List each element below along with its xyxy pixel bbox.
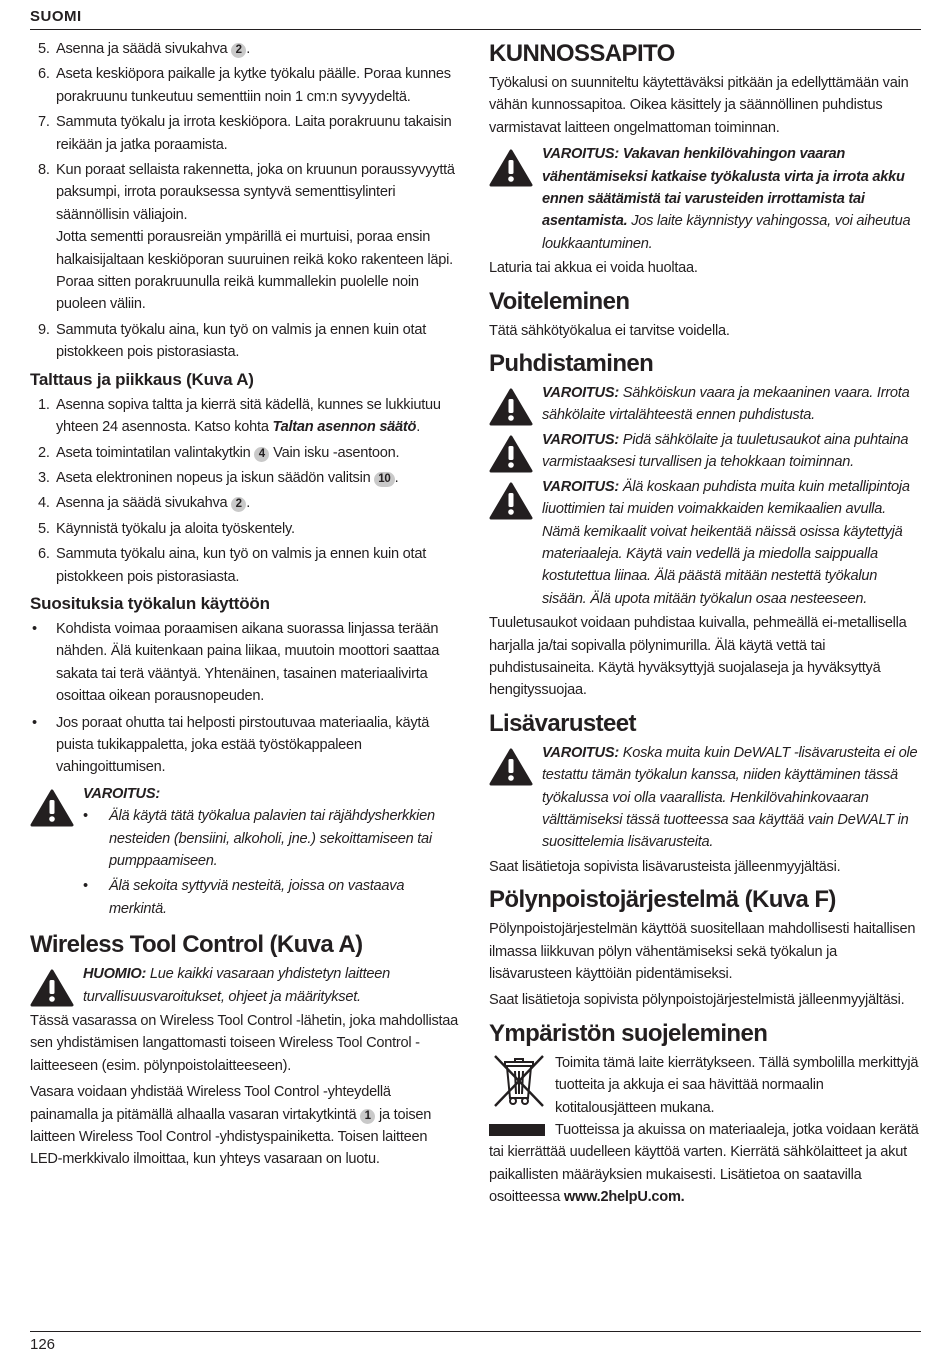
callout-badge: 2 <box>231 43 246 58</box>
core-drilling-steps <box>30 38 462 364</box>
list-item: 1. Asenna sopiva taltta ja kierrä sitä kädellä, kunnes se lukkiutuu yhteen 24 asennosta. Katso kohta Taltan asennon säätö. <box>38 396 441 436</box>
callout-badge: 1 <box>360 1109 375 1124</box>
list-item: 9. Sammuta työkalu aina, kun työ on valmis ja ennen kuin otat pistokkeen pois pistorasiasta. <box>38 321 427 361</box>
callout-badge: 4 <box>254 447 269 462</box>
dust-paragraph: Saat lisätietoja sopivista pölynpoistojärjestelmistä jälleenmyyjältäsi. <box>489 992 905 1009</box>
maintenance-note: Laturia tai akkua ei voida huoltaa. <box>489 260 698 277</box>
lubrication-paragraph: Tätä sähkötyökalua ei tarvitse voidella. <box>489 322 730 339</box>
warning-triangle-icon <box>489 476 542 520</box>
maintenance-paragraph: Työkalusi on suunniteltu käytettäväksi pitkään ja edellyttämään vain vähän kunnossapitoa. Oikea käsittely ja säännöllinen puhdistus varmistavat laitteen ongelmattoman toiminnan. <box>489 75 909 136</box>
accessories-warning: VAROITUS: Koska muita kuin DeWALT -lisävarusteita ei ole testattu tämän työkalun kanssa, niiden käyttäminen tässä työkalussa voi olla vaarallista. Henkilövahinkovaaran välttämiseksi tässä tuotteessa saa käyttää vain DeWALT in suosittelemia lisävarusteita. <box>489 742 921 854</box>
warning-triangle-icon <box>489 382 542 426</box>
environment-heading: Ympäristön suojeleminen <box>489 1019 768 1047</box>
maintenance-heading: KUNNOSSAPITO <box>489 40 675 67</box>
cleaning-paragraph: Tuuletusaukot voidaan puhdistaa kuivalla, pehmeällä ei-metallisella harjalla ja/tai sopivalla pölynimurilla. Älä käytä vettä tai puhdistusaineita. Käytä hyväksyttyjä suojalaseja ja hyväksyttyä hengityssuojaa. <box>489 615 907 699</box>
chisel-heading: Talttaus ja piikkaus (Kuva A) <box>30 369 254 389</box>
wtc-paragraph: Tässä vasarassa on Wireless Tool Control -lähetin, joka mahdollistaa sen yhdistämisen langattomasti toiseen Wireless Tool Control -laitteeseen (esim. pölynpoistolaitteeseen). <box>30 1013 459 1074</box>
maintenance-warning: VAROITUS: Vakavan henkilövahingon vaaran vähentämiseksi katkaise työkalusta virta ja irrota akku ennen säätämistä tai varusteiden irrottamista tai asentamista. Jos laite käynnistyy vahingossa, voi aiheutua loukkaantuminen. <box>489 143 921 255</box>
tips-warning: VAROITUS: • Älä käytä tätä työkalua palavien tai räjähdysherkkien nesteiden (bensiini, alkoholi, jne.) sekoittamiseen tai pumppaamiseen. • Älä sekoita syttyviä nesteitä, joissa on vastaava merkintä. <box>30 783 462 923</box>
chisel-steps <box>30 394 462 588</box>
wtc-notice: HUOMIO: Lue kaikki vasaraan yhdistetyn laitteen turvallisuusvaroitukset, ohjeet ja määritykset. <box>30 963 462 1008</box>
weee-block <box>489 1052 921 1119</box>
list-item: • Älä sekoita syttyviä nesteitä, joissa on vastaava merkintä. <box>83 878 405 917</box>
list-item: 4. Asenna ja säädä sivukahva 2 . <box>38 495 251 512</box>
callout-badge: 2 <box>231 497 246 512</box>
header-rule <box>30 29 921 30</box>
warning-triangle-icon <box>489 742 542 786</box>
accessories-paragraph: Saat lisätietoja sopivista lisävarusteista jälleenmyyjältäsi. <box>489 858 841 875</box>
dust-heading: Pölynpoistojärjestelmä (Kuva F) <box>489 886 836 914</box>
wtc-heading: Wireless Tool Control (Kuva A) <box>30 931 363 959</box>
list-item: • Jos poraat ohutta tai helposti pirstoutuvaa materiaalia, käytä puista tukikappaletta, joka estää työstökappaleen vahingoittumisen. <box>32 714 430 776</box>
callout-badge: 10 <box>374 472 394 487</box>
lubrication-heading: Voiteleminen <box>489 287 630 315</box>
cleaning-warning-3: VAROITUS: Älä koskaan puhdista muita kuin metallipintoja liuottimien tai muiden voimakkaiden kemikaalien avulla. Nämä kemikaalit voivat heikentää näissä osissa käytettyjä materiaaleja. Käytä vain vedellä ja miedolla saippualla kostutettua liinaa. Älä päästä mitään nestettä työkalun sisään. Älä upota mitään työkalun osaa nesteeseen. <box>489 476 921 610</box>
tips-heading: Suosituksia työkalun käyttöön <box>30 593 270 613</box>
warning-triangle-icon <box>30 963 83 1007</box>
list-item: 8. Kun poraat sellaista rakennetta, joka on kruunun poraussyvyyttä paksumpi, irrota porauksessa syntyvä sementtisylinteri säännöllisin väliajoin. Jotta sementti porausreiän ympärillä ei murtuisi, poraa ensin halkaisijaltaan keskiöporan suuruinen reikä koko rakenteen läpi. Poraa sitten porakruunulla reikä kummallekin puolelle noin puoleen väliin. <box>38 162 455 313</box>
list-item: • Kohdista voimaa poraamisen aikana suorassa linjassa terään nähden. Älä kuitenkaan paina liikaa, muutoin moottori saattaa sakata tai terä vääntyä. Yhtenäinen, tasainen materiaalivirta osoittaa oikean porausnopeuden. <box>32 620 440 705</box>
website-link[interactable]: www.2helpU.com. <box>563 1189 685 1206</box>
list-item: 5. Käynnistä työkalu ja aloita työskentely. <box>38 520 295 537</box>
left-column <box>30 38 462 1175</box>
cleaning-warning-1: VAROITUS: Sähköiskun vaara ja mekaaninen vaara. Irrota sähkölaite virtalähteestä ennen puhdistusta. <box>489 382 921 427</box>
warning-triangle-icon <box>489 429 542 473</box>
wtc-paragraph: Vasara voidaan yhdistää Wireless Tool Control -yhteydellä painamalla ja pitämällä alhaalla vasaran virtakytkintä 1 ja toisen laitteen Wireless Tool Control -yhdistyspainiketta. Toisen laitteen LED-merkkivalo ilmoittaa, kun yhteys vasaraan on luotu. <box>30 1084 432 1168</box>
header-language: SUOMI <box>30 8 82 25</box>
list-item: 3. Aseta elektroninen nopeus ja iskun säädön valitsin 10 . <box>38 469 399 486</box>
crossed-bin-icon <box>489 1052 555 1119</box>
list-item: 5. Asenna ja säädä sivukahva 2 . <box>38 41 251 57</box>
list-item: 6. Sammuta työkalu aina, kun työ on valmis ja ennen kuin otat pistokkeen pois pistorasiasta. <box>38 546 427 585</box>
environment-paragraph: Tuotteissa ja akuissa on materiaaleja, jotka voidaan kerätä tai kierrättää uudelleen käyttöä varten. Kierrätä sähkölaitteet ja akut paikallisten määräyksien mukaisesti. Lisätietoa on saatavilla osoitteessa <box>489 1122 919 1206</box>
page-number: 126 <box>30 1336 56 1353</box>
dust-paragraph: Pölynpoistojärjestelmän käyttöä suositellaan mahdollisesti haitallisen ilmassa liikkuvan pölyn vähentämiseksi sekä työkalun ja lisävarusteen käyttöiän pidentämiseksi. <box>489 921 916 982</box>
cleaning-heading: Puhdistaminen <box>489 350 654 378</box>
right-column <box>489 40 921 1213</box>
tips-list <box>30 618 462 779</box>
list-item: 7. Sammuta työkalu ja irrota keskiöpora. Laita porakruunu takaisin reikään ja jatka poraamista. <box>38 114 452 153</box>
accessories-heading: Lisävarusteet <box>489 709 636 737</box>
cleaning-warning-2: VAROITUS: Pidä sähkölaite ja tuuletusaukot aina puhtaina varmistaaksesi turvallisen ja tehokkaan toiminnan. <box>489 429 921 474</box>
warning-triangle-icon <box>489 143 542 187</box>
list-item: 6. Aseta keskiöpora paikalle ja kytke työkalu päälle. Poraa kunnes porakruunu tunkeutuu sementtiin noin 1 cm:n syvyydeltä. <box>38 66 451 105</box>
recycle-bar-icon <box>489 1124 545 1136</box>
environment-paragraph: Toimita tämä laite kierrätykseen. Tällä symbolilla merkittyjä tuotteita ja akkuja ei saa hävittää normaalin kotitalousjätteen mukana. <box>555 1054 919 1116</box>
list-item: • Älä käytä tätä työkalua palavien tai räjähdysherkkien nesteiden (bensiini, alkoholi, jne.) sekoittamiseen tai pumppaamiseen. <box>83 808 435 869</box>
footer-rule <box>30 1331 921 1332</box>
warning-triangle-icon <box>30 783 83 827</box>
list-item: 2. Aseta toimintatilan valintakytkin 4 Vain isku -asentoon. <box>38 444 400 461</box>
